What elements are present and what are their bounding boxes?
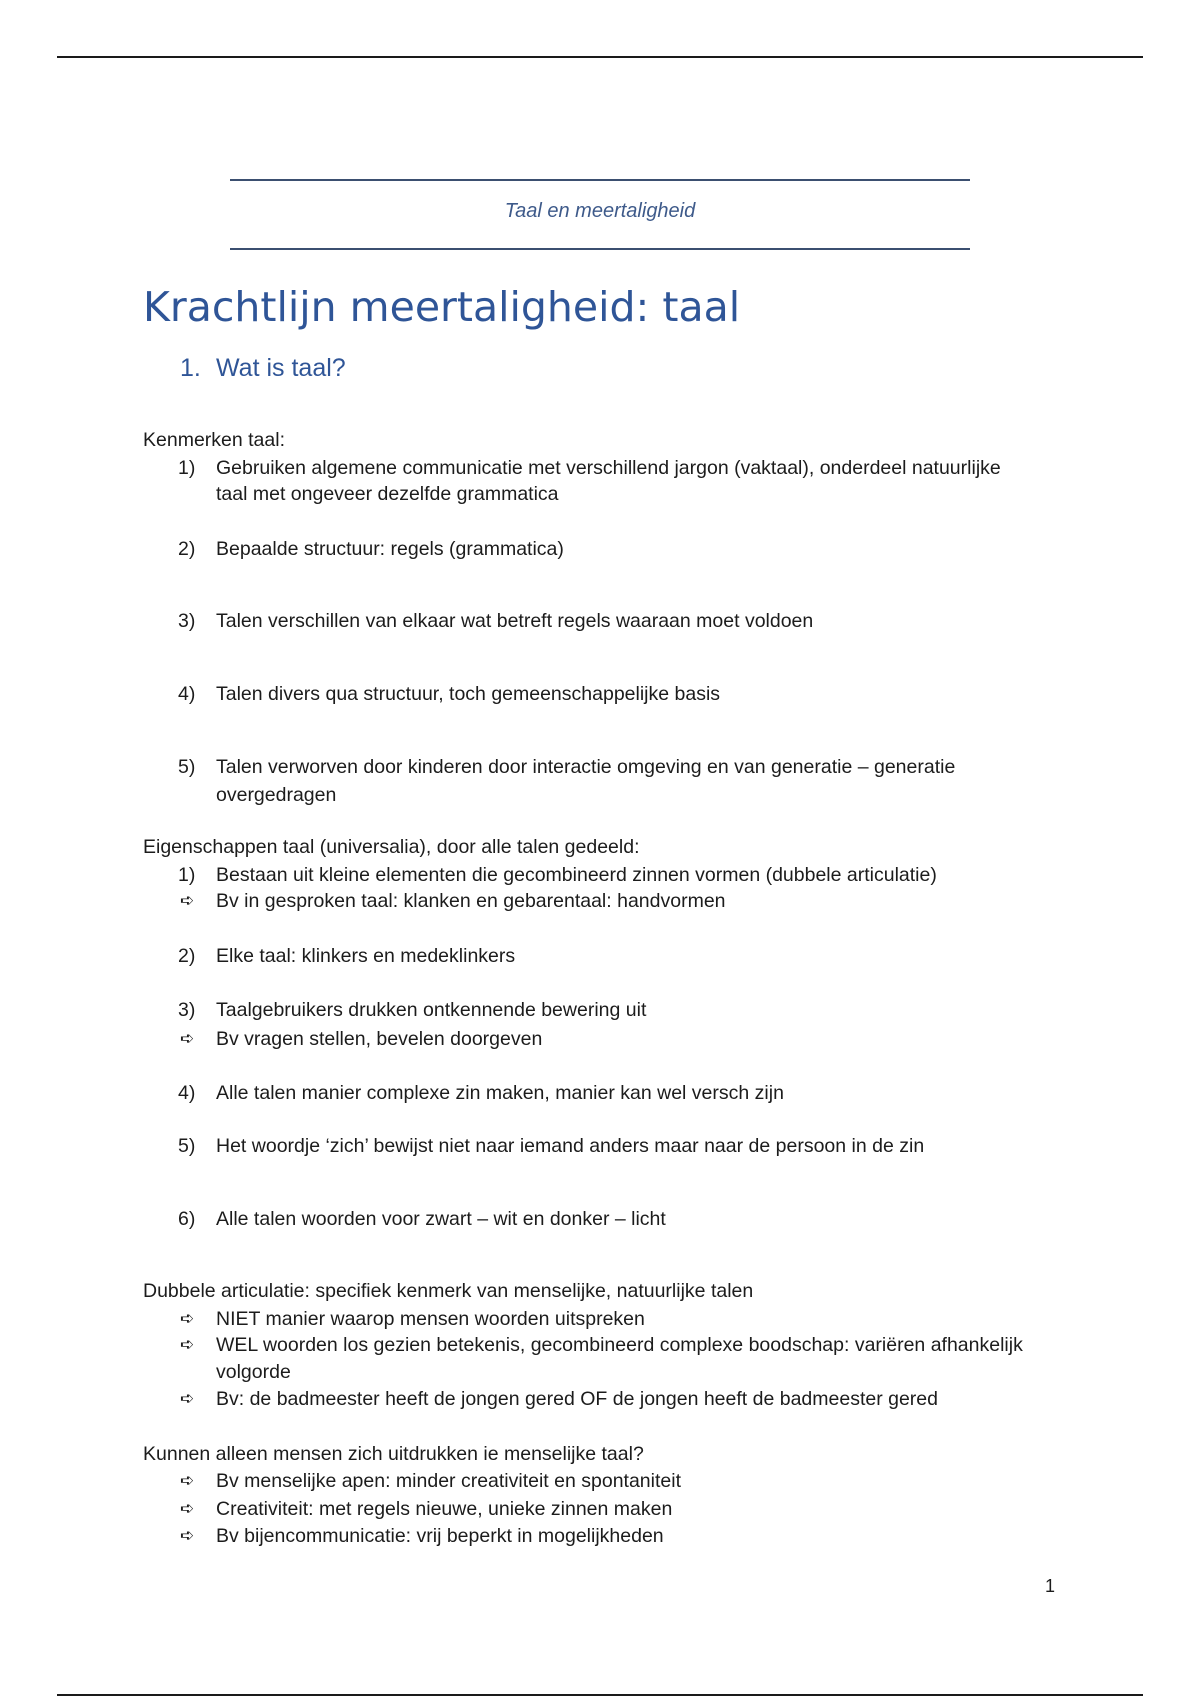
list-number: 1) — [178, 864, 196, 886]
sub-item: Bv: de badmeester heeft de jongen gered OF de jongen heeft de badmeester gered — [216, 1388, 938, 1410]
list-number: 3) — [178, 610, 196, 632]
eigenschappen-label: Eigenschappen taal (universalia), door alle talen gedeeld: — [143, 836, 640, 858]
arrow-bullet-icon: ➪ — [180, 1335, 195, 1354]
list-item: Bestaan uit kleine elementen die gecombineerd zinnen vormen (dubbele articulatie) — [216, 864, 937, 886]
list-item: Gebruiken algemene communicatie met verschillend jargon (vaktaal), onderdeel natuurlijke — [216, 457, 1001, 479]
list-number: 5) — [178, 1135, 196, 1157]
mensen-label: Kunnen alleen mensen zich uitdrukken ie menselijke taal? — [143, 1443, 644, 1465]
list-item: Alle talen manier complexe zin maken, manier kan wel versch zijn — [216, 1082, 784, 1104]
arrow-bullet-icon: ➪ — [180, 1471, 195, 1490]
page-number: 1 — [1045, 1576, 1056, 1596]
list-item-continuation: overgedragen — [216, 784, 337, 806]
section-number: 1. — [180, 354, 201, 382]
arrow-bullet-icon: ➪ — [180, 1499, 195, 1518]
list-item: Talen verworven door kinderen door interactie omgeving en van generatie – generatie — [216, 756, 956, 778]
sub-item: Bv menselijke apen: minder creativiteit en spontaniteit — [216, 1470, 681, 1492]
list-number: 4) — [178, 1082, 196, 1104]
sub-item: NIET manier waarop mensen woorden uitspreken — [216, 1308, 645, 1330]
running-header: Taal en meertaligheid — [504, 200, 696, 222]
list-item: Alle talen woorden voor zwart – wit en donker – licht — [216, 1208, 666, 1230]
list-item: Het woordje ‘zich’ bewijst niet naar iemand anders maar naar de persoon in de zin — [216, 1135, 925, 1157]
section-title: Wat is taal? — [216, 354, 346, 382]
page-bottom-rule — [57, 1694, 1143, 1696]
list-item: Taalgebruikers drukken ontkennende bewering uit — [216, 999, 647, 1021]
header-rule-top — [230, 179, 970, 181]
list-item: Talen verschillen van elkaar wat betreft regels waaraan moet voldoen — [216, 610, 814, 632]
sub-item: Bv vragen stellen, bevelen doorgeven — [216, 1028, 543, 1050]
sub-item: Bv in gesproken taal: klanken en gebarentaal: handvormen — [216, 890, 726, 912]
list-number: 5) — [178, 756, 196, 778]
arrow-bullet-icon: ➪ — [180, 1526, 195, 1545]
list-item: Talen divers qua structuur, toch gemeenschappelijke basis — [216, 683, 721, 705]
sub-item-continuation: volgorde — [216, 1361, 291, 1383]
list-item: Bepaalde structuur: regels (grammatica) — [216, 538, 564, 560]
list-number: 2) — [178, 538, 196, 560]
sub-item: Creativiteit: met regels nieuwe, unieke zinnen maken — [216, 1498, 673, 1520]
list-number: 6) — [178, 1208, 196, 1230]
arrow-bullet-icon: ➪ — [180, 1389, 195, 1408]
list-item: Elke taal: klinkers en medeklinkers — [216, 945, 516, 967]
header-rule-bottom — [230, 248, 970, 250]
sub-item: Bv bijencommunicatie: vrij beperkt in mogelijkheden — [216, 1525, 664, 1547]
arrow-bullet-icon: ➪ — [180, 1309, 195, 1328]
list-number: 1) — [178, 457, 196, 479]
list-number: 4) — [178, 683, 196, 705]
page-title: Krachtlijn meertaligheid: taal — [143, 283, 741, 331]
list-item-continuation: taal met ongeveer dezelfde grammatica — [216, 483, 559, 505]
section-heading — [180, 354, 346, 383]
page-top-rule — [57, 56, 1143, 58]
dubbele-label: Dubbele articulatie: specifiek kenmerk van menselijke, natuurlijke talen — [143, 1280, 754, 1302]
arrow-bullet-icon: ➪ — [180, 1029, 195, 1048]
arrow-bullet-icon: ➪ — [180, 891, 195, 910]
list-number: 2) — [178, 945, 196, 967]
kenmerken-label: Kenmerken taal: — [143, 429, 285, 451]
sub-item: WEL woorden los gezien betekenis, gecombineerd complexe boodschap: variëren afhankelijk — [216, 1334, 1023, 1356]
list-number: 3) — [178, 999, 196, 1021]
